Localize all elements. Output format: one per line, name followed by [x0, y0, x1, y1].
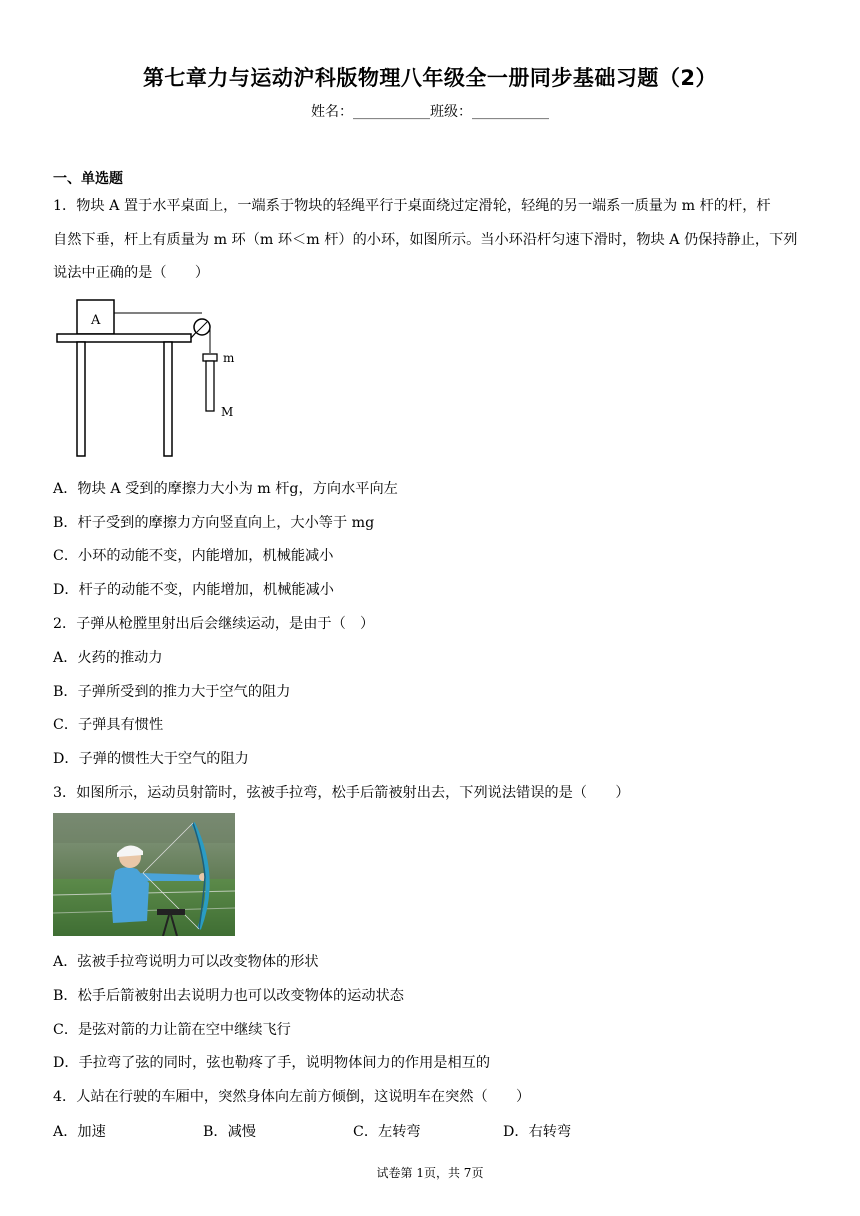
q1-figure-pulley-diagram: [55, 298, 255, 458]
q3-option-b: B．松手后箭被射出去说明力也可以改变物体的运动状态: [53, 988, 404, 1004]
q4-option-b: B．减慢: [203, 1124, 256, 1140]
q2-option-c: C．子弹具有惯性: [53, 717, 164, 733]
page-footer: 试卷第 1页，共 7页: [376, 1166, 484, 1180]
q2-stem: 2．子弹从枪膛里射出后会继续运动，是由于（ ）: [53, 616, 375, 632]
q2-option-a: A．火药的推动力: [53, 650, 163, 666]
q4-option-d: D．右转弯: [503, 1124, 572, 1140]
q4-options-row: [53, 1121, 613, 1141]
q4-stem: 4．人站在行驶的车厢中，突然身体向左前方倾倒，这说明车在突然（ ）: [53, 1089, 531, 1105]
name-class-line: 姓名：___________班级：___________: [311, 104, 549, 120]
q1-option-b: B．杆子受到的摩擦力方向竖直向上，大小等于 mg: [53, 515, 375, 531]
q2-option-d: D．子弹的惯性大于空气的阻力: [53, 751, 249, 767]
q4-option-a: A．加速: [53, 1124, 106, 1140]
section-heading: 一、单选题: [53, 171, 123, 187]
q1-stem-line-2: 自然下垂，杆上有质量为 m 环（m 环＜m 杆）的小环，如图所示。当小环沿杆匀速下滑时，物块 A 仍保持静止，下列: [53, 232, 798, 248]
q1-stem-line-3: 说法中正确的是（ ）: [53, 265, 210, 281]
ring-label: m: [223, 351, 235, 365]
q1-option-c: C．小环的动能不变，内能增加，机械能减小: [53, 548, 334, 564]
q2-option-b: B．子弹所受到的推力大于空气的阻力: [53, 684, 291, 700]
table-leg-left: [77, 342, 85, 456]
table-top: [57, 334, 191, 342]
q1-stem-line-1: 1．物块 A 置于水平桌面上，一端系于物块的轻绳平行于桌面绕过定滑轮，轻绳的另一端系一质量为 m 杆的杆，杆: [53, 198, 771, 214]
q3-option-a: A．弦被手拉弯说明力可以改变物体的形状: [53, 954, 319, 970]
q1-option-d: D．杆子的动能不变，内能增加，机械能减小: [53, 582, 334, 598]
q4-option-c: C．左转弯: [353, 1124, 421, 1140]
ring: [203, 354, 217, 361]
q3-option-c: C．是弦对箭的力让箭在空中继续飞行: [53, 1022, 291, 1038]
q3-option-d: D．手拉弯了弦的同时，弦也勒疼了手，说明物体间力的作用是相互的: [53, 1055, 491, 1071]
q3-archer-photo: [53, 813, 235, 936]
table-leg-right: [164, 342, 172, 456]
q1-option-a: A．物块 A 受到的摩擦力大小为 m 杆g，方向水平向左: [53, 481, 398, 497]
q3-stem: 3．如图所示，运动员射箭时，弦被手拉弯，松手后箭被射出去，下列说法错误的是（ ）: [53, 785, 630, 801]
spotting-scope: [157, 909, 185, 915]
rod-label: M: [221, 405, 234, 419]
block-a-label: A: [91, 313, 101, 328]
rod: [206, 361, 214, 411]
page-title: 第七章力与运动沪科版物理八年级全一册同步基础习题（2）: [142, 66, 718, 90]
